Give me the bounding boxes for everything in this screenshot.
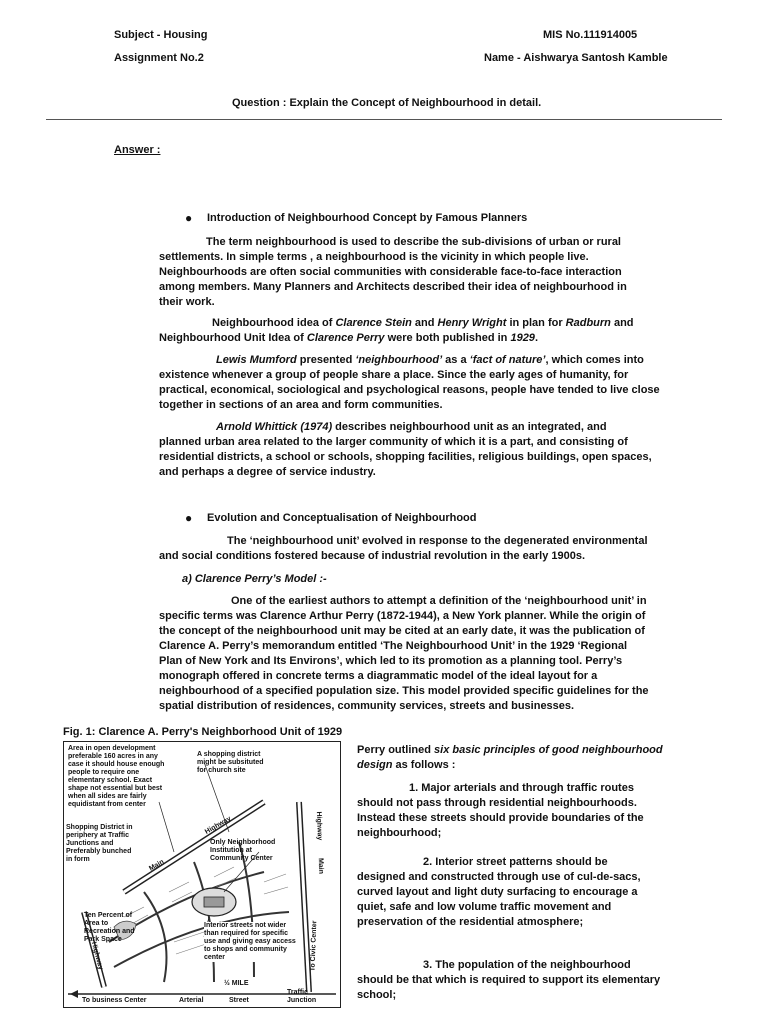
whittick-paragraph: Arnold Whittick (1974) describes neighbourhood unit as an integrated, and planned urban area related to the larger community of which it is a part, and consisting of residential districts, a school or schools, shopping facilities, religious buildings, open spaces, and perhaps a degree of service industry. [159,421,652,478]
stein-paragraph: Neighbourhood idea of Clarence Stein and Henry Wright in plan for Radburn and Neighbourhood Unit Idea of Clarence Perry were both published in 1929. [159,317,634,344]
main-label-1: Main [148,858,166,873]
evolution-paragraph: The ‘neighbourhood unit’ evolved in response to the degenerated environmental and social conditions fostered because of industrial revolution in the early 1900s. [159,535,648,562]
highway-label-1: Highway [203,815,233,836]
main-label-2: Main [316,857,325,875]
answer-label: Answer : [114,144,161,156]
community-center-note: Only Neighborhood Institution at Community Center [210,839,276,862]
bullet-evolution-text: Evolution and Conceptualisation of Neighbourhood [207,512,477,524]
interior-streets-note: Interior streets not wider than required for specific use and giving easy access to shops and community center [204,922,296,961]
half-mile-label: ½ MILE [224,980,249,987]
divider [46,119,722,120]
bullet-intro-text: Introduction of Neighbourhood Concept by Famous Planners [207,212,528,224]
assignment-label: Assignment No.2 [114,52,204,64]
bullet-icon: ● [185,511,193,525]
mis-label: MIS No.111914005 [543,29,638,41]
mumford-paragraph: Lewis Mumford presented ‘neighbourhood’ as a ‘fact of nature’, which comes into existence whenever a group of people share a place. Since the early ages of humanity, for practical, economical, sociological and psychological reasons, people have tended to live close together in sections of an area and form communities. [159,354,660,411]
question-text: Question : Explain the Concept of Neighbourhood in detail. [232,97,542,109]
highway-label-2: Highway [314,811,323,841]
subject-label: Subject - Housing [114,29,208,41]
bullet-icon: ● [185,211,193,225]
figure-title: Fig. 1: Clarence A. Perry's Neighborhood Unit of 1929 [63,726,343,738]
bullet-intro [185,211,528,225]
open-development-note: Area in open development preferable 160 acres in any case it should house enough people to require one elementary school. Exact shape not essential but best when all sides are fairly equidistant from center [68,745,165,808]
arterial-label: Arterial [179,997,204,1004]
civic-center-label: To Civic Center [309,920,319,972]
intro-paragraph: The term neighbourhood is used to describe the sub-divisions of urban or rural settlements. In simple terms , a neighbourhood is the vicinity in which people live. Neighbourhoods are often social communities with considerable face-to-face interaction among members. Many Planners and Architects described their idea of neighbourhood in their work. [159,236,627,308]
bullet-evolution [185,511,477,525]
principle-1: 1. Major arterials and through traffic routes should not pass through residential neighbourhoods. Instead these streets should provide boundaries of the neighbourhood; [357,782,644,839]
perry-paragraph: One of the earliest authors to attempt a definition of the ‘neighbourhood unit’ in specific terms was Clarence Arthur Perry (1872-1944), a New York planner. While the origin of the concept of the neighbourhood unit may be cited at an early date, it was the publication of Clarence A. Perry’s memorandum entitled ‘The Neighbourhood Unit’ in the 1929 ‘Regional Plan of New York and Its Environs’, which led to its promotion as a planning tool. Perry’s monograph offered in concrete terms a diagrammatic model of the ideal layout for a neighbourhood of a specified population size. This model provided specific guidelines for the spatial distribution of residences, community services, streets and businesses. [159,595,649,712]
shopping-district-note: A shopping district might be subsituted for church site [197,751,264,774]
perry-principles-intro: Perry outlined six basic principles of good neighbourhood design as follows : [357,744,663,771]
traffic-junction-label: Traffic Junction [287,989,317,1004]
highway-label-3: Highway [89,941,104,971]
perry-model-heading: a) Clarence Perry’s Model :- [182,573,327,585]
periphery-shopping-note: Shopping District in periphery at Traffic Junctions and Preferably bunched in form [66,824,133,863]
business-center-label: To business Center [82,997,147,1004]
recreation-note: Ten Percent of Area to Recreation and Park Space [84,912,135,943]
principle-3: 3. The population of the neighbourhood should be that which is required to support its elementary school; [357,959,661,1001]
principle-2: 2. Interior street patterns should be designed and constructed through use of cul-de-sacs, curved layout and light duty surfacing to encourage a quiet, safe and low volume traffic movement and preservation of the residential atmosphere; [357,856,641,928]
student-name: Name - Aishwarya Santosh Kamble [484,52,668,64]
street-label: Street [229,997,249,1004]
neighborhood-unit-diagram [63,741,341,1008]
